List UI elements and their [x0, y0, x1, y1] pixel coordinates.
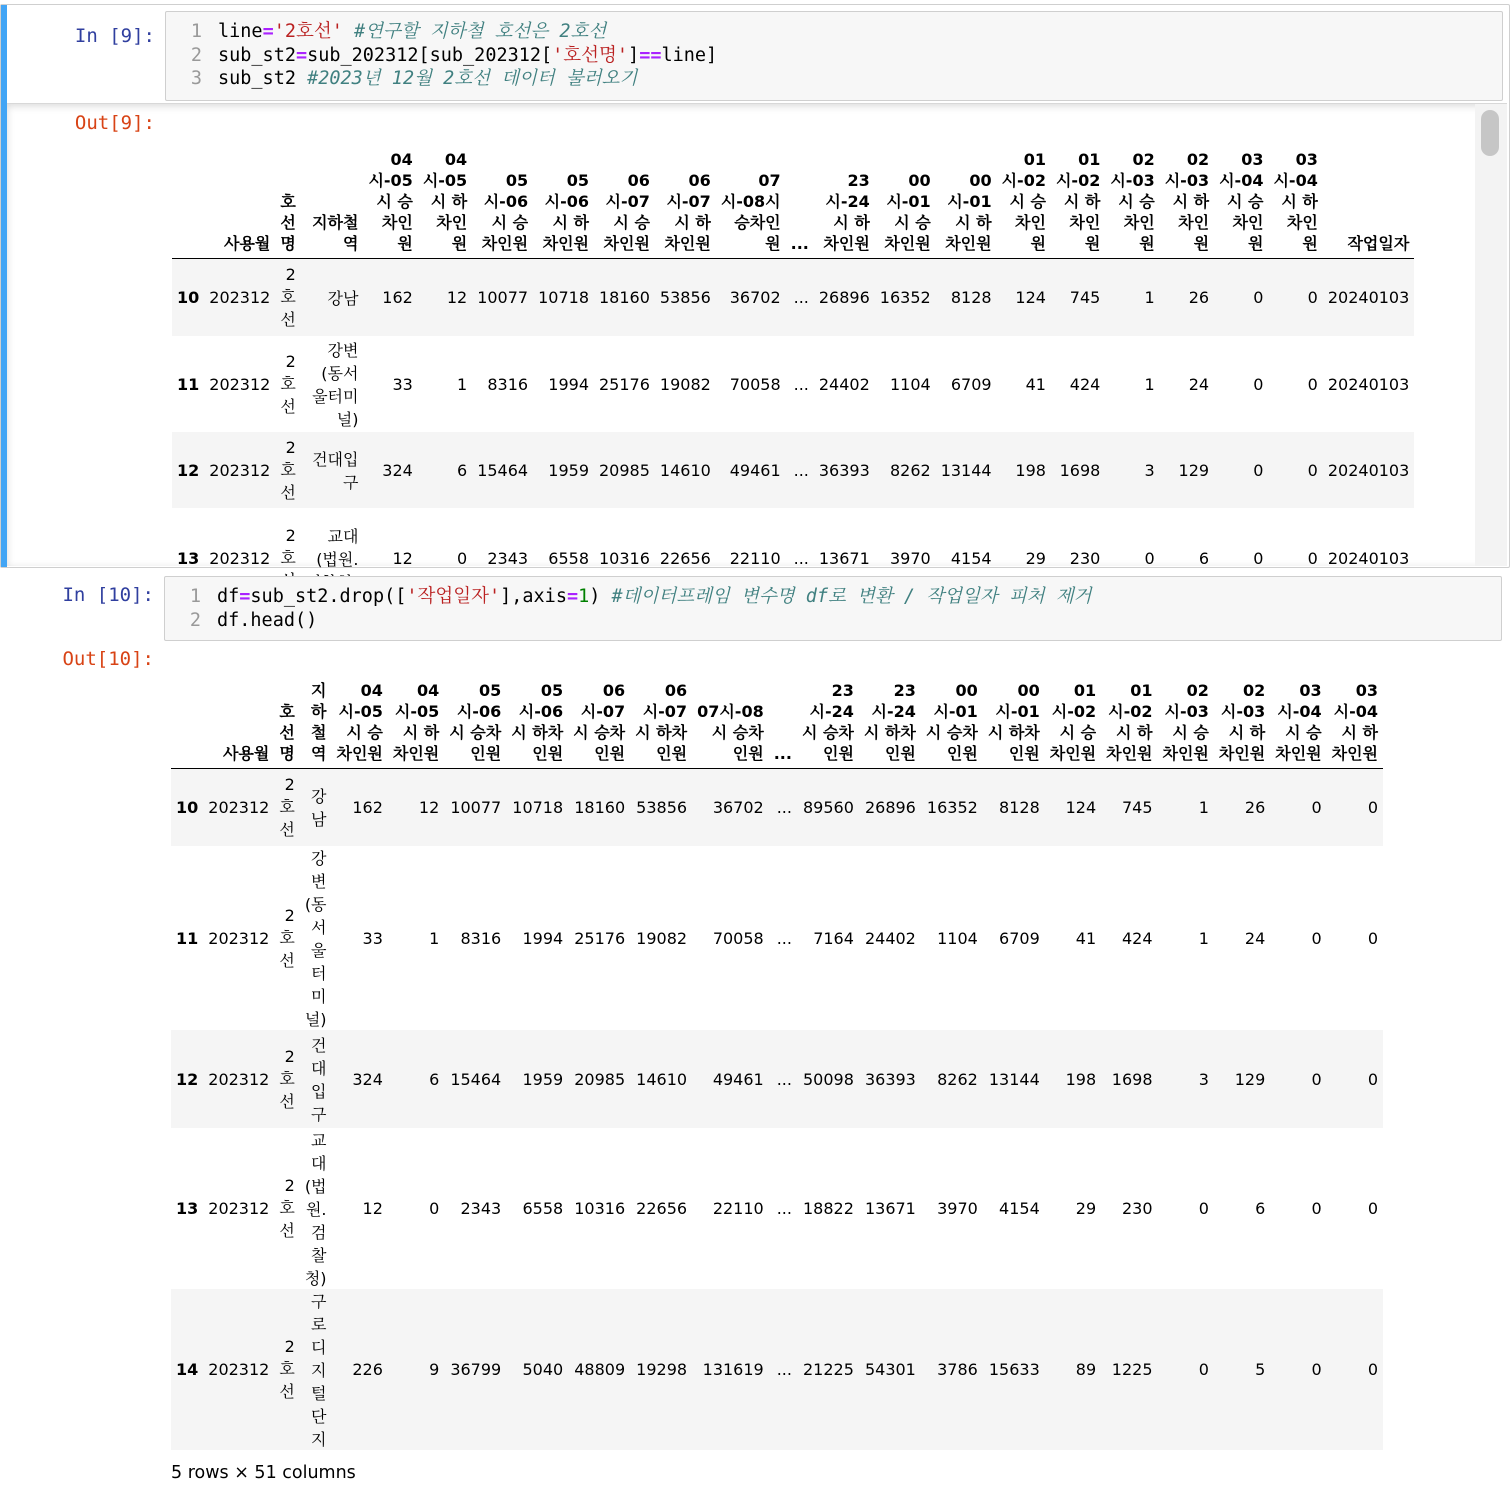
table-cell: 21225	[803, 1360, 854, 1379]
column-header: 23 시-24 시 승차 인원	[797, 672, 859, 768]
line-number: 2	[189, 609, 201, 631]
table-cell: 202312	[208, 1360, 270, 1379]
table-cell: 202312	[208, 797, 270, 817]
line-number: 3	[190, 68, 202, 89]
table-cell: 1698	[1111, 1069, 1153, 1089]
table-cell: 36702	[712, 797, 764, 817]
table-cell: 4154	[999, 1199, 1040, 1218]
row-index: 13	[177, 548, 200, 568]
column-header: 05 시-06 시 하 차인원	[533, 138, 594, 258]
table-cell: 13671	[864, 1199, 916, 1218]
table-cell: 129	[1234, 1069, 1266, 1089]
table-cell: 131619	[702, 1360, 764, 1379]
table-cell: 26	[1188, 287, 1210, 307]
table-cell: 48809	[574, 1360, 626, 1379]
table-cell: 건 대 입 구	[311, 1036, 327, 1124]
input-prompt-9: In [9]:	[74, 25, 155, 47]
column-header	[172, 138, 204, 258]
table-cell: 24	[1188, 374, 1210, 394]
table-cell: 0	[1367, 928, 1379, 948]
table-cell: 0	[1311, 1069, 1322, 1089]
table-cell: 1	[1144, 374, 1155, 394]
table-cell: 2 호 선	[279, 1176, 295, 1240]
table-cell: 0	[1307, 548, 1318, 568]
dataframe-table-9	[172, 138, 1414, 608]
table-cell: 2 호 선	[279, 1046, 295, 1111]
table-cell: 0	[1311, 1199, 1322, 1218]
table-cell: 1225	[1111, 1360, 1153, 1379]
table-cell: 6709	[999, 928, 1040, 948]
table-cell: 0	[1198, 1199, 1209, 1218]
table-cell: ...	[776, 1069, 792, 1089]
table-cell: 2 호 선	[279, 905, 295, 970]
table-cell: 124	[1065, 797, 1097, 817]
table-cell: 2 호 선	[279, 1337, 295, 1401]
table-cell: 20985	[574, 1069, 626, 1089]
table-cell: 53856	[659, 287, 711, 307]
table-cell: 건대입 구	[312, 450, 359, 492]
table-cell: 26	[1244, 797, 1266, 817]
table-cell: 8128	[950, 287, 992, 307]
table-cell: 18160	[599, 287, 650, 307]
table-cell: 1	[1144, 287, 1155, 307]
column-header: ...	[786, 138, 814, 258]
table-cell: 25176	[599, 374, 650, 394]
table-cell: 1698	[1059, 460, 1101, 480]
table-cell: 19082	[636, 928, 688, 948]
code-text[interactable]: df=sub_st2.drop(['작업일자'],axis=1) #데이터프레임 변수명 df로 변환 / 작업일자 피처 제거	[217, 586, 1092, 607]
column-header: 23 시-24 시 하차 인원	[859, 672, 921, 768]
table-cell: 49461	[729, 460, 781, 480]
code-text[interactable]: sub_st2 #2023년 12월 2호선 데이터 불러오기	[218, 68, 638, 89]
column-header: 00 시-01 시 승차 인원	[921, 672, 983, 768]
table-cell: 강 변 (동 서 울 터 미 널)	[304, 849, 327, 1029]
table-cell: 1994	[548, 374, 589, 394]
table-cell: 41	[1025, 374, 1046, 394]
table-cell: 424	[1121, 928, 1153, 948]
column-header: 02 시-03 시 승 차인 원	[1105, 138, 1159, 258]
table-cell: 202312	[209, 548, 271, 568]
column-header: 00 시-01 시 승 차인원	[875, 138, 936, 258]
output-prompt-9: Out[9]:	[74, 112, 155, 134]
table-cell: 0	[1367, 1360, 1379, 1379]
table-cell: 1959	[548, 460, 589, 480]
column-header: 호 선 명	[275, 138, 300, 258]
table-cell: 36393	[864, 1069, 916, 1089]
column-header: ...	[769, 672, 797, 768]
table-cell: 0	[1367, 797, 1379, 817]
table-cell: 36799	[450, 1360, 502, 1379]
table-cell: 26896	[818, 287, 870, 307]
table-cell: 12	[392, 548, 413, 568]
table-cell: 10316	[574, 1199, 626, 1218]
table-cell: 226	[352, 1360, 383, 1379]
code-text[interactable]: line='2호선' #연구할 지하철 호선은 2호선	[218, 21, 607, 42]
table-cell: 230	[1121, 1199, 1153, 1218]
output-prompt-10: Out[10]:	[62, 648, 154, 670]
table-cell: 33	[362, 928, 383, 948]
scrollbar-thumb[interactable]	[1481, 110, 1499, 156]
table-cell: 6558	[522, 1199, 564, 1218]
table-cell: 0	[457, 548, 468, 568]
table-cell: 2 호 선	[280, 351, 296, 416]
table-cell: 8262	[937, 1069, 978, 1089]
column-header: 01 시-02 시 하 차인 원	[1051, 138, 1105, 258]
table-cell: 162	[352, 797, 383, 817]
column-header: 사용월	[203, 672, 274, 768]
table-cell: 70058	[729, 374, 781, 394]
table-cell: 202312	[208, 928, 270, 948]
table-cell: 10316	[599, 548, 650, 568]
table-cell: 162	[382, 287, 413, 307]
table-cell: 12	[418, 797, 440, 817]
table-cell: 4154	[950, 548, 992, 568]
column-header: 00 시-01 시 하 차인원	[936, 138, 997, 258]
table-cell: ...	[793, 548, 809, 568]
table-cell: 0	[1144, 548, 1155, 568]
column-header: 06 시-07 시 승 차인원	[594, 138, 655, 258]
table-cell: 20240103	[1327, 287, 1410, 307]
row-index: 10	[177, 287, 200, 307]
column-header: 04 시-05 시 승 차인원	[332, 672, 388, 768]
table-cell: 22656	[659, 548, 711, 568]
table-cell: ...	[776, 928, 792, 948]
table-cell: 2343	[460, 1199, 502, 1218]
table-cell: 3	[1144, 460, 1155, 480]
table-cell: 324	[352, 1069, 383, 1089]
table-cell: 10718	[538, 287, 589, 307]
table-cell: 3786	[937, 1360, 978, 1379]
table-cell: 0	[1307, 374, 1318, 394]
table-cell: 124	[1015, 287, 1046, 307]
table-cell: 0	[1307, 287, 1318, 307]
table-cell: 230	[1069, 548, 1101, 568]
row-index: 12	[176, 1069, 199, 1089]
column-header: 01 시-02 시 하 차인원	[1101, 672, 1157, 768]
column-header: 00 시-01 시 하차 인원	[983, 672, 1045, 768]
table-cell: 29	[1025, 548, 1046, 568]
table-row	[172, 432, 1414, 508]
column-header: 03 시-04 시 승 차인원	[1270, 672, 1326, 768]
table-cell: 3970	[937, 1199, 978, 1218]
table-cell: 5	[1255, 1360, 1266, 1379]
table-cell: 20985	[599, 460, 650, 480]
column-header: 작업일자	[1323, 138, 1414, 258]
table-cell: 강 남	[311, 787, 327, 830]
table-cell: 324	[382, 460, 413, 480]
code-cell-9[interactable]	[0, 4, 1510, 568]
code-line[interactable]	[165, 585, 1501, 609]
column-header: 01 시-02 시 승 차인원	[1045, 672, 1101, 768]
column-header: 04 시-05 시 하 차인 원	[418, 138, 472, 258]
column-header: 호 선 명	[274, 672, 299, 768]
table-cell: 13671	[818, 548, 870, 568]
table-cell: 745	[1069, 287, 1101, 307]
column-header: 06 시-07 시 승차 인원	[568, 672, 630, 768]
table-cell: 26896	[864, 797, 916, 817]
table-row	[172, 258, 1414, 336]
column-header: 지 하 철 역	[300, 672, 332, 768]
code-line[interactable]	[166, 20, 1502, 44]
column-header: 06 시-07 시 하차 인원	[630, 672, 692, 768]
table-cell: 6	[1198, 548, 1210, 568]
table-cell: 89560	[803, 797, 854, 817]
table-cell: 13144	[940, 460, 992, 480]
column-header: 07시-08 시 승차 인원	[692, 672, 769, 768]
table-cell: 18160	[574, 797, 626, 817]
table-cell: 36702	[729, 287, 781, 307]
table-cell: 129	[1178, 460, 1210, 480]
table-cell: 18822	[803, 1199, 854, 1218]
table-cell: 6558	[548, 548, 589, 568]
output-area-9[interactable]	[7, 103, 1507, 569]
row-index: 14	[176, 1360, 199, 1379]
column-header: 02 시-03 시 하 차인 원	[1160, 138, 1214, 258]
table-cell: 1104	[937, 928, 978, 948]
table-cell: ...	[776, 797, 792, 817]
table-row	[172, 336, 1414, 432]
table-cell: ...	[793, 460, 809, 480]
table-cell: 20240103	[1327, 460, 1410, 480]
code-editor-9[interactable]	[165, 11, 1503, 101]
table-row	[171, 846, 1383, 1030]
table-cell: 1	[1198, 928, 1209, 948]
table-cell: 1994	[522, 928, 564, 948]
row-index: 11	[176, 928, 199, 948]
column-header: 03 시-04 시 하 차인 원	[1268, 138, 1322, 258]
line-number: 1	[189, 586, 201, 607]
output-scrollbar[interactable]	[1475, 104, 1507, 566]
column-header: 01 시-02 시 승 차인 원	[997, 138, 1051, 258]
table-cell: 424	[1069, 374, 1101, 394]
table-cell: 8128	[999, 797, 1040, 817]
table-cell: 25176	[574, 928, 626, 948]
table-cell: 1104	[889, 374, 931, 394]
table-cell: 0	[1311, 1360, 1322, 1379]
table-cell: 15633	[988, 1360, 1040, 1379]
row-index: 11	[177, 374, 200, 394]
table-cell: 13144	[988, 1069, 1040, 1089]
table-cell: 0	[1307, 460, 1318, 480]
table-cell: 24	[1244, 928, 1266, 948]
table-cell: 24402	[864, 928, 916, 948]
column-header	[171, 672, 203, 768]
column-header: 07 시-08시 승차인 원	[716, 138, 786, 258]
column-header: 05 시-06 시 승 차인원	[472, 138, 533, 258]
table-cell: 0	[1367, 1199, 1379, 1218]
code-text[interactable]: df.head()	[217, 609, 318, 631]
table-cell: 2 호 선	[280, 264, 296, 329]
table-cell: 202312	[209, 374, 271, 394]
table-cell: 20240103	[1327, 548, 1410, 568]
table-cell: 2343	[487, 548, 529, 568]
table-cell: 22656	[636, 1199, 688, 1218]
table-cell: 0	[1253, 287, 1264, 307]
table-row	[171, 768, 1383, 846]
table-cell: 54301	[864, 1360, 916, 1379]
table-cell: 0	[1198, 1360, 1209, 1379]
table-cell: 14610	[659, 460, 711, 480]
table-cell: ...	[793, 374, 809, 394]
table-cell: 22110	[712, 1199, 764, 1218]
table-cell: 0	[1253, 548, 1264, 568]
column-header: 04 시-05 시 승 차인 원	[363, 138, 417, 258]
table-cell: 10718	[512, 797, 564, 817]
table-row	[171, 1289, 1383, 1450]
table-cell: 1	[457, 374, 468, 394]
column-header: 03 시-04 시 승 차인 원	[1214, 138, 1268, 258]
table-cell: 33	[392, 374, 413, 394]
code-text[interactable]: sub_st2=sub_202312[sub_202312['호선명']==line]	[218, 44, 718, 66]
dataframe-table-10	[171, 672, 1383, 1450]
column-header: 05 시-06 시 하차 인원	[506, 672, 568, 768]
table-cell: 3	[1198, 1069, 1209, 1089]
table-cell: 202312	[209, 287, 271, 307]
table-cell: 1959	[522, 1069, 564, 1089]
table-cell: 41	[1075, 928, 1097, 948]
table-cell: 구 로 디 지 털 단 지	[311, 1292, 327, 1449]
code-line[interactable]	[165, 609, 1501, 633]
table-cell: 6	[1255, 1199, 1266, 1218]
table-cell: 0	[1253, 374, 1264, 394]
table-cell: 14610	[636, 1069, 688, 1089]
table-cell: 7164	[813, 928, 854, 948]
column-header: 02 시-03 시 승 차인원	[1158, 672, 1214, 768]
column-header: 03 시-04 시 하 차인원	[1327, 672, 1383, 768]
table-cell: 24402	[818, 374, 870, 394]
table-cell: 50098	[803, 1069, 854, 1089]
table-cell: 202312	[208, 1199, 270, 1218]
input-prompt-10: In [10]:	[62, 584, 154, 606]
table-cell: 53856	[636, 797, 688, 817]
table-cell: 16352	[879, 287, 931, 307]
table-cell: 강변 (동서 울터미 널)	[312, 341, 359, 429]
table-cell: 8316	[460, 928, 502, 948]
table-cell: 202312	[208, 1069, 270, 1089]
table-row	[171, 1030, 1383, 1128]
table-cell: 15464	[477, 460, 529, 480]
table-cell: 1	[429, 928, 440, 948]
column-header: 사용월	[204, 138, 275, 258]
table-cell: 89	[1075, 1360, 1097, 1379]
table-cell: 강남	[327, 288, 359, 308]
table-cell: ...	[793, 287, 809, 307]
line-number: 1	[190, 21, 202, 42]
code-line[interactable]	[166, 44, 1502, 68]
table-cell: ...	[776, 1360, 792, 1379]
table-cell: 9	[429, 1360, 440, 1379]
table-cell: 19298	[636, 1360, 688, 1379]
table-cell: 745	[1121, 797, 1153, 817]
table-cell: 0	[1253, 460, 1264, 480]
table-cell: 5040	[522, 1360, 564, 1379]
table-cell: 20240103	[1327, 374, 1410, 394]
table-cell: 교 대 (법 원. 검 찰 청)	[304, 1131, 327, 1288]
table-cell: 0	[429, 1199, 440, 1218]
table-cell: 0	[1311, 928, 1322, 948]
table-cell: 22110	[729, 548, 781, 568]
column-header: 06 시-07 시 하 차인원	[655, 138, 716, 258]
table-cell: 0	[1311, 797, 1322, 817]
table-cell: 2 호 선	[279, 774, 295, 839]
column-header: 지하철 역	[301, 138, 364, 258]
table-cell: 0	[1367, 1069, 1379, 1089]
table-cell: 1	[1198, 797, 1209, 817]
table-cell: 2 호 선	[280, 437, 296, 502]
table-cell: 15464	[450, 1069, 502, 1089]
table-cell: 12	[446, 287, 468, 307]
column-header: 02 시-03 시 하 차인원	[1214, 672, 1270, 768]
table-cell: 2 호	[280, 525, 296, 567]
table-cell: 198	[1015, 460, 1046, 480]
dataframe-shape-text: 5 rows × 51 columns	[171, 1463, 356, 1483]
table-cell: 6709	[950, 374, 992, 394]
column-header: 05 시-06 시 승차 인원	[444, 672, 506, 768]
table-cell: ...	[776, 1199, 792, 1218]
row-index: 12	[177, 460, 200, 480]
table-cell: 29	[1075, 1199, 1097, 1218]
code-editor-10[interactable]	[164, 576, 1502, 641]
table-cell: 6	[457, 460, 468, 480]
table-cell: 6	[429, 1069, 440, 1089]
table-cell: 8262	[889, 460, 931, 480]
table-cell: 10077	[450, 797, 502, 817]
column-header: 04 시-05 시 하 차인원	[388, 672, 444, 768]
table-cell: 3970	[889, 548, 931, 568]
table-cell: 10077	[477, 287, 529, 307]
table-cell: 198	[1065, 1069, 1097, 1089]
column-header: 23 시-24 시 하 차인원	[814, 138, 875, 258]
table-cell: 19082	[659, 374, 711, 394]
table-cell: 16352	[926, 797, 978, 817]
table-cell: 12	[362, 1199, 383, 1218]
table-cell: 49461	[712, 1069, 764, 1089]
table-cell: 70058	[712, 928, 764, 948]
row-index: 10	[176, 797, 199, 817]
line-number: 2	[190, 44, 202, 66]
code-line[interactable]	[166, 67, 1502, 91]
table-cell: 202312	[209, 460, 271, 480]
table-cell: 8316	[487, 374, 529, 394]
table-cell: 36393	[818, 460, 870, 480]
table-cell: 교대 (법원.	[316, 526, 359, 569]
row-index: 13	[176, 1199, 199, 1218]
table-row	[171, 1128, 1383, 1289]
